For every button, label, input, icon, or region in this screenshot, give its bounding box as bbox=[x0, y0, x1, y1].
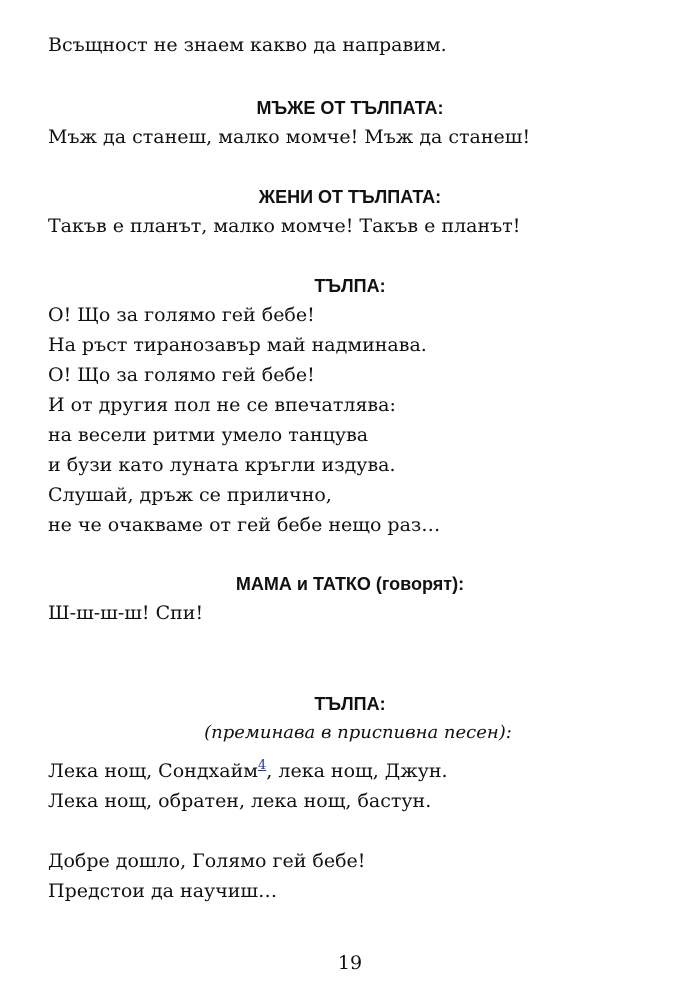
verse-line: не че очакваме от гей бебе нещо раз… bbox=[48, 514, 441, 536]
speaker-heading: МАМА и ТАТКО (говорят): bbox=[235, 574, 465, 594]
verse-line: О! Що за голямо гей бебе! bbox=[48, 304, 315, 326]
page-number: 19 bbox=[337, 952, 363, 974]
verse-line: Добре дошло, Голямо гей бебе! bbox=[48, 850, 366, 872]
speaker-heading: ТЪЛПА: bbox=[314, 276, 386, 296]
text-line: Такъв е планът, малко момче! Такъв е планът! bbox=[48, 215, 521, 237]
verse-line: Предстои да научиш… bbox=[48, 880, 278, 902]
text-line: Всъщност не знаем какво да направим. bbox=[48, 34, 447, 56]
text-line: Ш-ш-ш-ш! Спи! bbox=[48, 602, 204, 624]
verse-line: О! Що за голямо гей бебе! bbox=[48, 364, 315, 386]
footnote-link[interactable]: 4 bbox=[258, 758, 267, 773]
verse-text: , лека нощ, Джун. bbox=[266, 760, 448, 782]
verse-line: на весели ритми умело танцува bbox=[48, 424, 369, 446]
verse-line: И от другия пол не се впечатлява: bbox=[48, 394, 396, 416]
verse-line: Лека нощ, обратен, лека нощ, бастун. bbox=[48, 790, 432, 812]
speaker-heading: ЖЕНИ ОТ ТЪЛПАТА: bbox=[258, 187, 442, 207]
verse-line: Слушай, дръж се прилично, bbox=[48, 484, 332, 506]
verse-line: На ръст тиранозавър май надминава. bbox=[48, 334, 427, 356]
verse-line: и бузи като луната кръгли издува. bbox=[48, 454, 396, 476]
verse-text: Лека нощ, Сондхайм bbox=[48, 760, 259, 782]
text-line: Мъж да станеш, малко момче! Мъж да станеш! bbox=[48, 126, 531, 148]
verse-line bbox=[48, 759, 448, 783]
speaker-heading: ТЪЛПА: bbox=[314, 694, 386, 714]
stage-direction: (преминава в приспивна песен): bbox=[204, 722, 512, 743]
speaker-heading: МЪЖЕ ОТ ТЪЛПАТА: bbox=[256, 98, 444, 118]
